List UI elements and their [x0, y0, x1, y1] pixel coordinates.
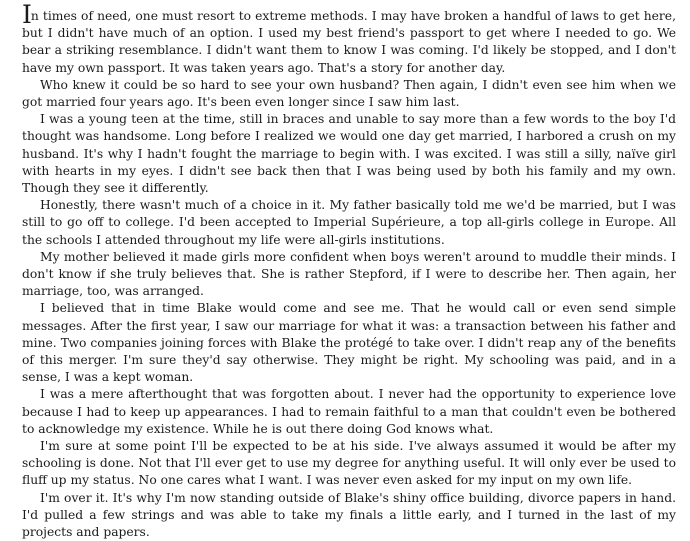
paragraph-8: I'm sure at some point I'll be expected to be at his side. I've always assumed it would be after my schooling is done. Not that I'll ever get to use my degree for anything useful. It will only ever be used to fluff up my status. No one cares what I want. I was never even asked for my input on my own life. [22, 439, 676, 488]
paragraph-1 [22, 0, 676, 77]
drop-cap: I [22, 0, 31, 29]
paragraph-6: I believed that in time Blake would come and see me. That he would call or even send simple messages. After the first year, I saw our marriage for what it was: a transaction between his father and mine. Two companies joining forces with Blake the protégé to take over. I didn't reap any of the benefits of this merger. I'm sure they'd say otherwise. They might be right. My schooling was paid, and in a sense, I was a kept woman. [22, 301, 676, 385]
paragraph-2: Who knew it could be so hard to see your own husband? Then again, I didn't even see him when we got married four years ago. It's been even longer since I saw him last. [22, 77, 676, 110]
paragraph-9: I'm over it. It's why I'm now standing outside of Blake's shiny office building, divorce papers in hand. I'd pulled a few strings and was able to take my finals a little early, and I turned in the last of my projects and papers. [22, 490, 676, 540]
paragraph-3: I was a young teen at the time, still in braces and unable to say more than a few words to the boy I'd thought was handsome. Long before I realized we would one day get married, I harbored a crush on my husband. It's why I hadn't fought the marriage to begin with. I was excited. I was still a silly, naïve girl with hearts in my eyes. I didn't see back then that I was being used by both his family and my own. Though they see it differently. [22, 112, 676, 196]
paragraph-4: Honestly, there wasn't much of a choice in it. My father basically told me we'd be married, but I was still to go off to college. I'd been accepted to Imperial Supérieure, a top all-girls college in Europe. All the schools I attended throughout my life were all-girls institutions. [22, 198, 676, 247]
paragraph-5: My mother believed it made girls more confident when boys weren't around to muddle their minds. I don't know if she truly believes that. She is rather Stepford, if I were to describe her. Then again, her marriage, too, was arranged. [22, 249, 676, 299]
paragraph-7: I was a mere afterthought that was forgotten about. I never had the opportunity to experience love because I had to keep up appearances. I had to remain faithful to a man that couldn't even be bothered to acknowledge my existence. While he is out there doing God knows what. [22, 387, 676, 436]
paragraph-1-text: n times of need, one must resort to extreme methods. I may have broken a handful of laws to get here, but I didn't have much of an option. I used my best friend's passport to get where I needed to go. We bear a striking resemblance. I didn't want them to know I was coming. I'd likely be stopped, and I don't have my own passport. It was taken years ago. That's a story for another day. [22, 9, 676, 75]
